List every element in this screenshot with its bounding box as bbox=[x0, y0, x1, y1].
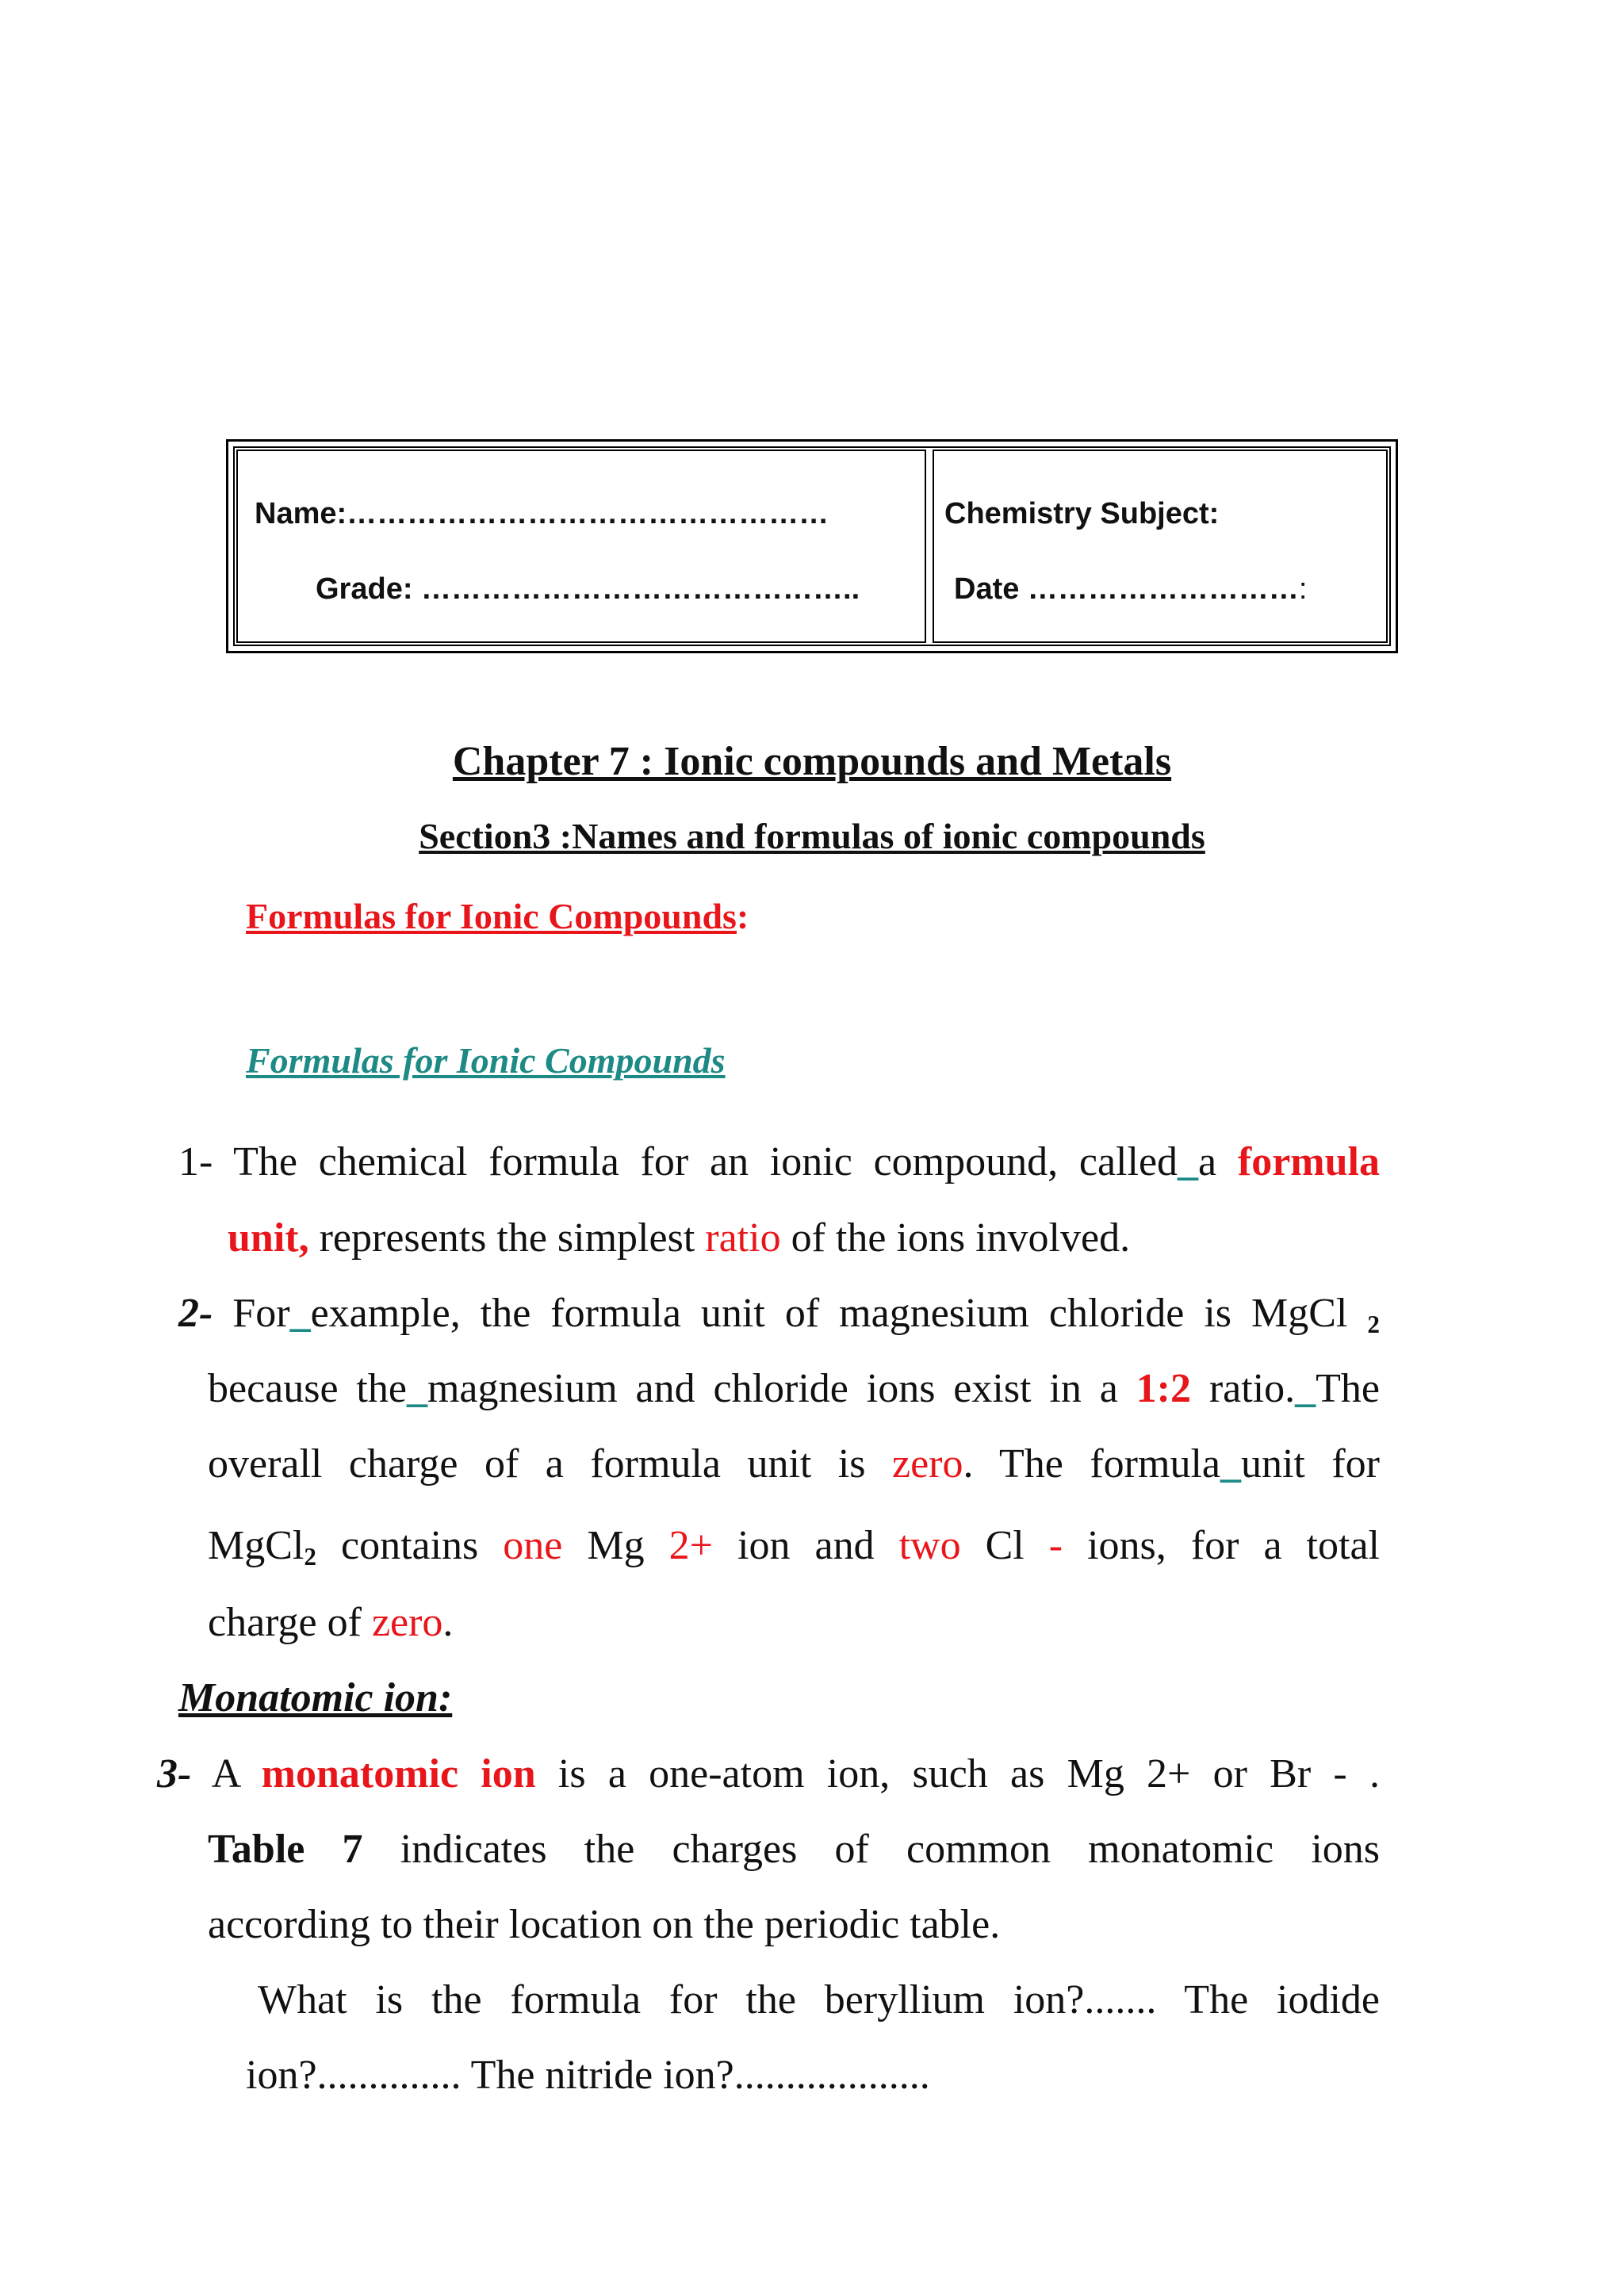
question-line1: What is the formula for the beryllium ion?....... The iodide bbox=[258, 1977, 1380, 2022]
p2-line1: 2- For_example, the formula unit of magnesium chloride is MgCl $_2$ bbox=[178, 1291, 1380, 1338]
p1-line1: 1- The chemical formula for an ionic compound, called_a formula bbox=[178, 1139, 1380, 1184]
p3-line1: 3- A monatomic ion is a one-atom ion, such as Mg 2+ or Br - . bbox=[157, 1751, 1380, 1797]
p2-line4: MgCl$_2$ contains one Mg 2+ ion and two Cl - ions, for a total bbox=[208, 1523, 1380, 1571]
student-info-box bbox=[226, 439, 1398, 653]
subject-date-cell bbox=[933, 450, 1388, 643]
question-line2: ion?.............. The nitride ion?................... bbox=[246, 2053, 930, 2098]
date-field[interactable]: Date ………………………: bbox=[954, 572, 1308, 606]
formulas-heading-red: Formulas for Ionic Compounds: bbox=[246, 896, 749, 936]
p2-line2: because the_magnesium and chloride ions exist in a 1:2 ratio._The bbox=[208, 1366, 1380, 1411]
name-grade-cell bbox=[236, 450, 926, 643]
section-title: Section3 :Names and formulas of ionic compounds bbox=[419, 816, 1205, 856]
p3-line2: Table 7 indicates the charges of common monatomic ions bbox=[208, 1827, 1380, 1872]
p3-line3: according to their location on the periodic table. bbox=[208, 1902, 1001, 1947]
p2-line3: overall charge of a formula unit is zero. The formula_unit for bbox=[208, 1441, 1381, 1487]
subject-label: Chemistry Subject: bbox=[944, 497, 1220, 530]
chapter-title: Chapter 7 : Ionic compounds and Metals bbox=[452, 739, 1172, 784]
p2-line5: charge of zero. bbox=[208, 1600, 454, 1645]
grade-field[interactable]: Grade: …………………………………….. bbox=[316, 572, 860, 606]
name-field[interactable]: Name:………………………………………… bbox=[255, 497, 829, 530]
p1-line2: unit, represents the simplest ratio of the ions involved. bbox=[228, 1215, 1131, 1261]
formulas-heading-teal: Formulas for Ionic Compounds bbox=[246, 1040, 726, 1081]
monatomic-heading: Monatomic ion: bbox=[178, 1675, 453, 1720]
